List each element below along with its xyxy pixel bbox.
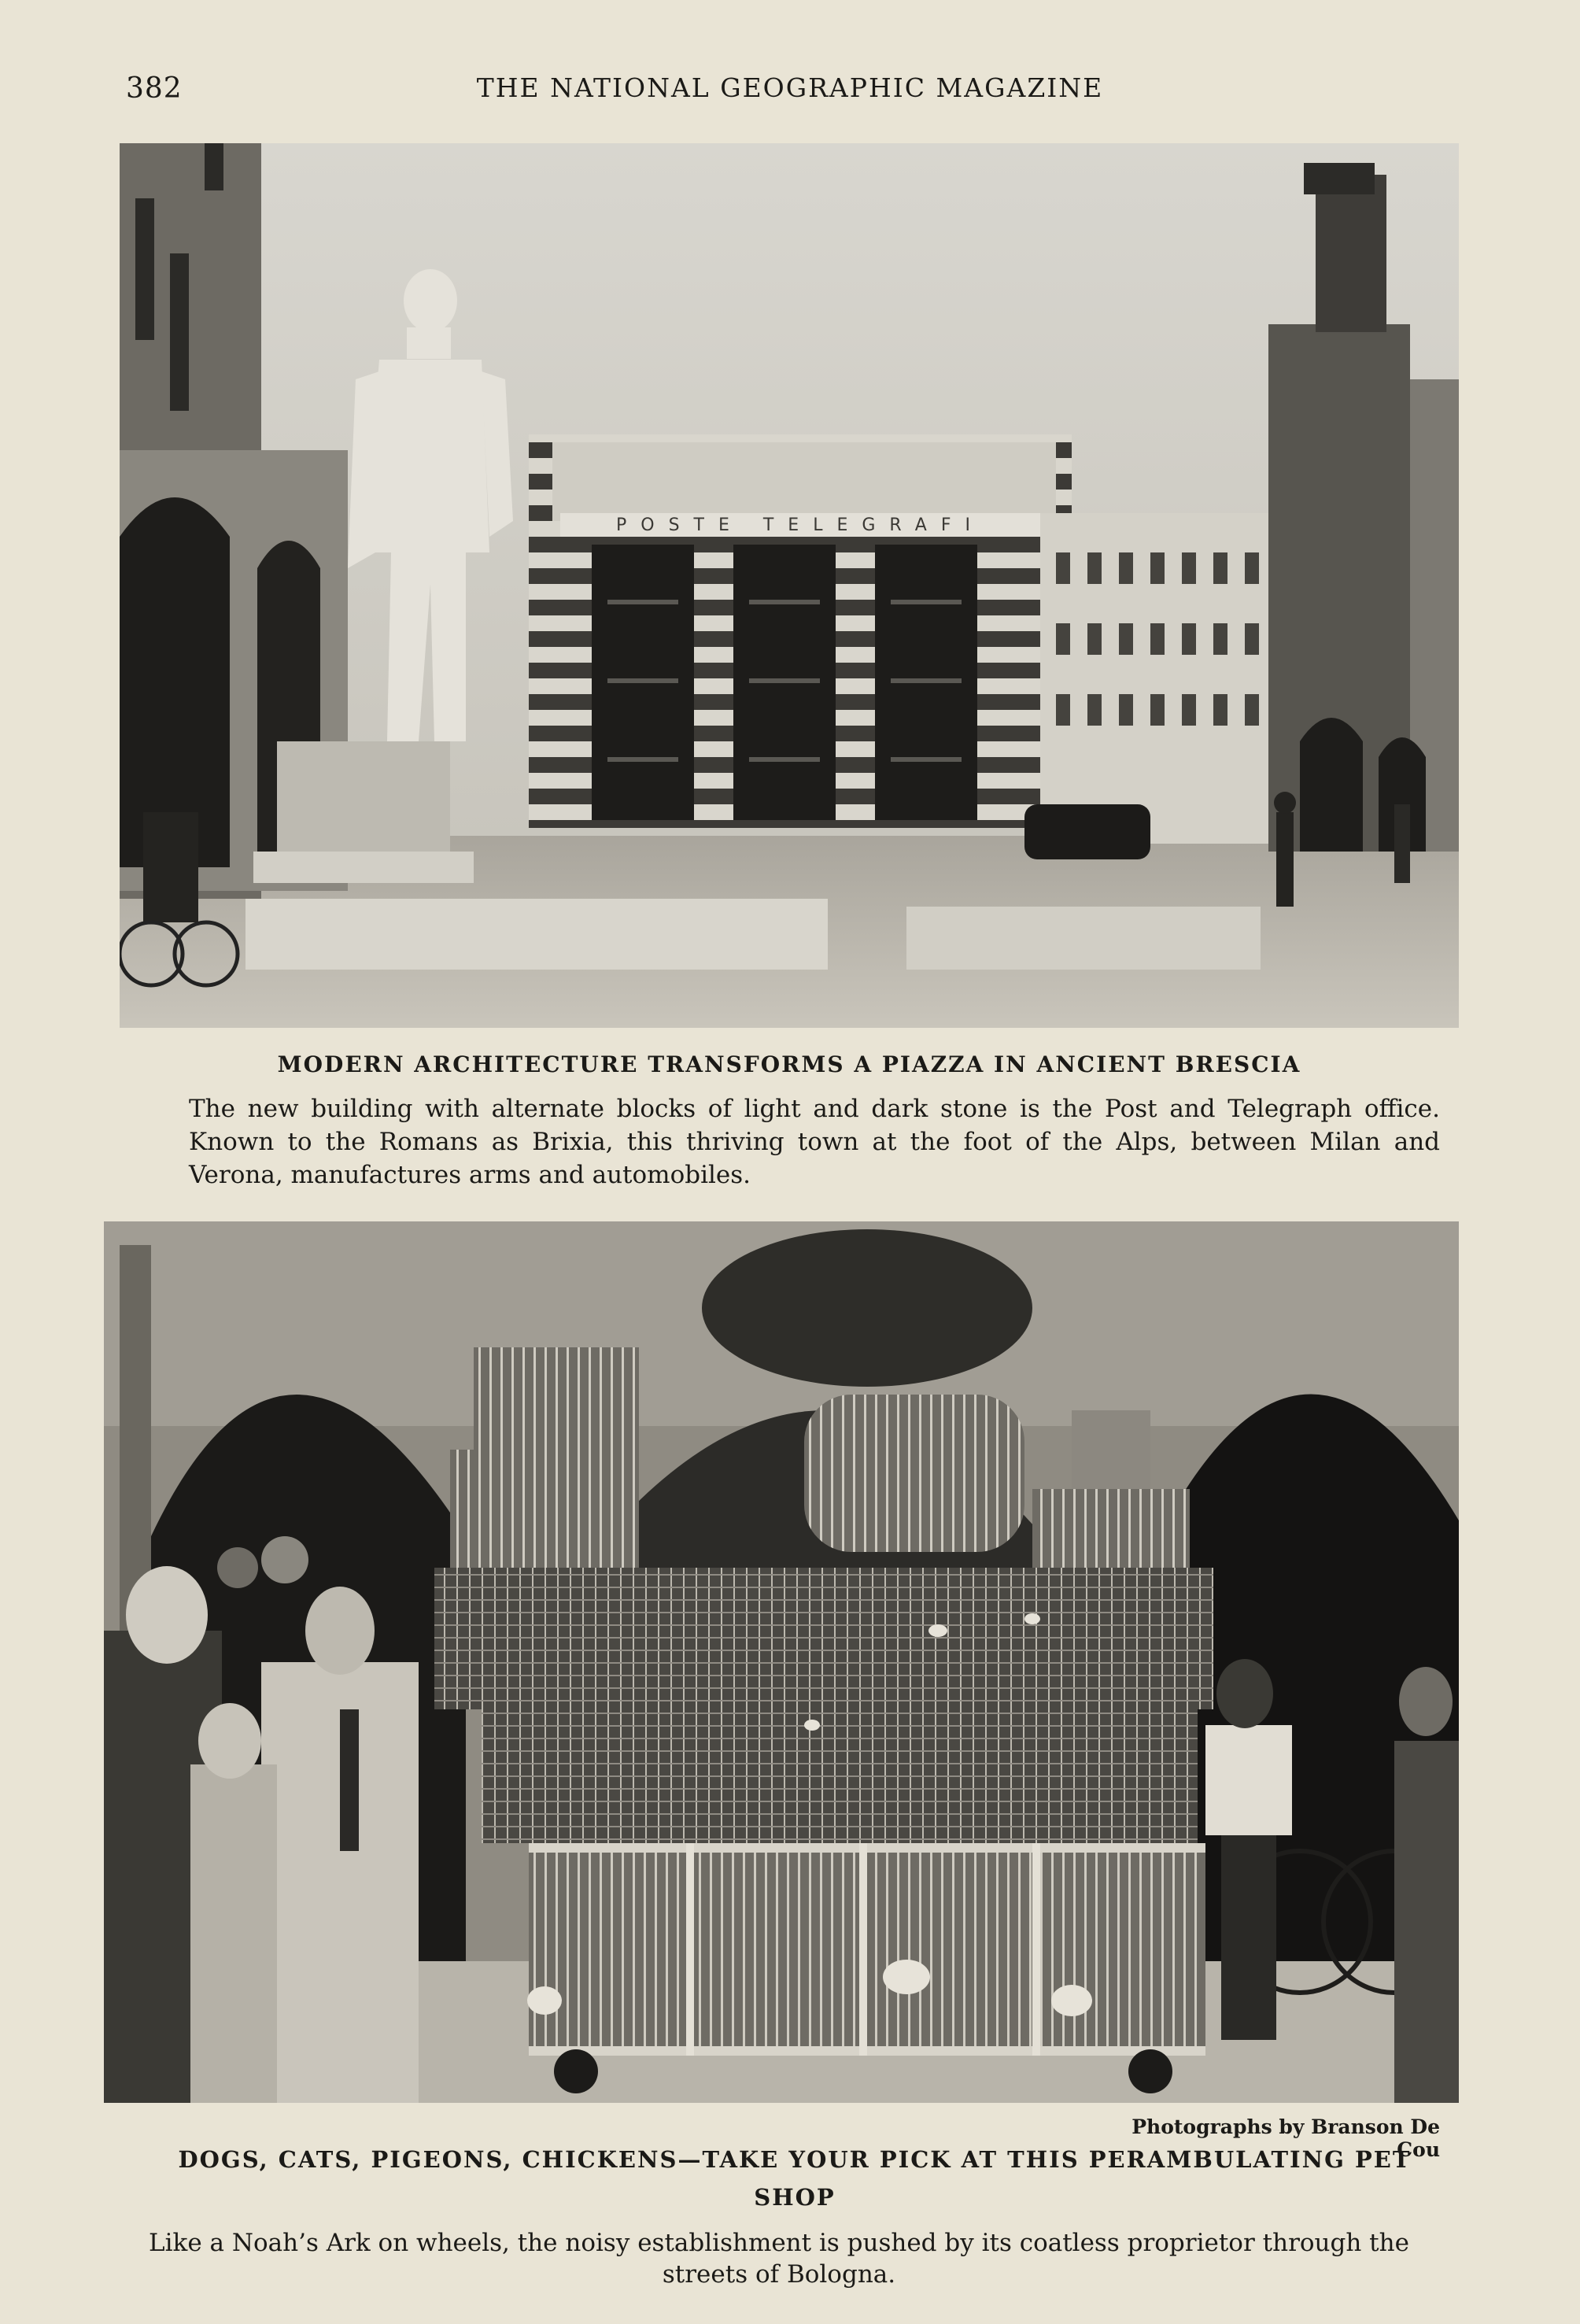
photo2-caption-body: Like a Noah’s Ark on wheels, the noisy establishment is pushed by its coatless proprietor through the streets of Bologna. xyxy=(149,2229,1409,2289)
photo1-caption-body: The new building with alternate blocks of light and dark stone is the Post and Telegraph office. Known to the Romans as Brixia, this thriving town at the foot of the Alps, between Milan and Verona, manufactures arms and automobiles. xyxy=(189,1095,1440,1189)
running-head: THE NATIONAL GEOGRAPHIC MAGAZINE xyxy=(476,72,1104,103)
page-number: 382 xyxy=(126,72,183,105)
building-sign: POSTE TELEGRAFI xyxy=(615,515,985,535)
brescia-piazza-photo xyxy=(120,143,1459,1028)
photo2-caption-title: DOGS, CATS, PIGEONS, CHICKENS—TAKE YOUR PICK AT THIS PERAMBULATING PET SHOP xyxy=(178,2146,1412,2211)
bologna-pet-shop-photo xyxy=(104,1221,1459,2103)
photo-credit: Photographs by Branson De Cou xyxy=(1131,2115,1440,2161)
photo1-caption-title: MODERN ARCHITECTURE TRANSFORMS A PIAZZA IN ANCIENT BRESCIA xyxy=(277,1051,1301,1077)
